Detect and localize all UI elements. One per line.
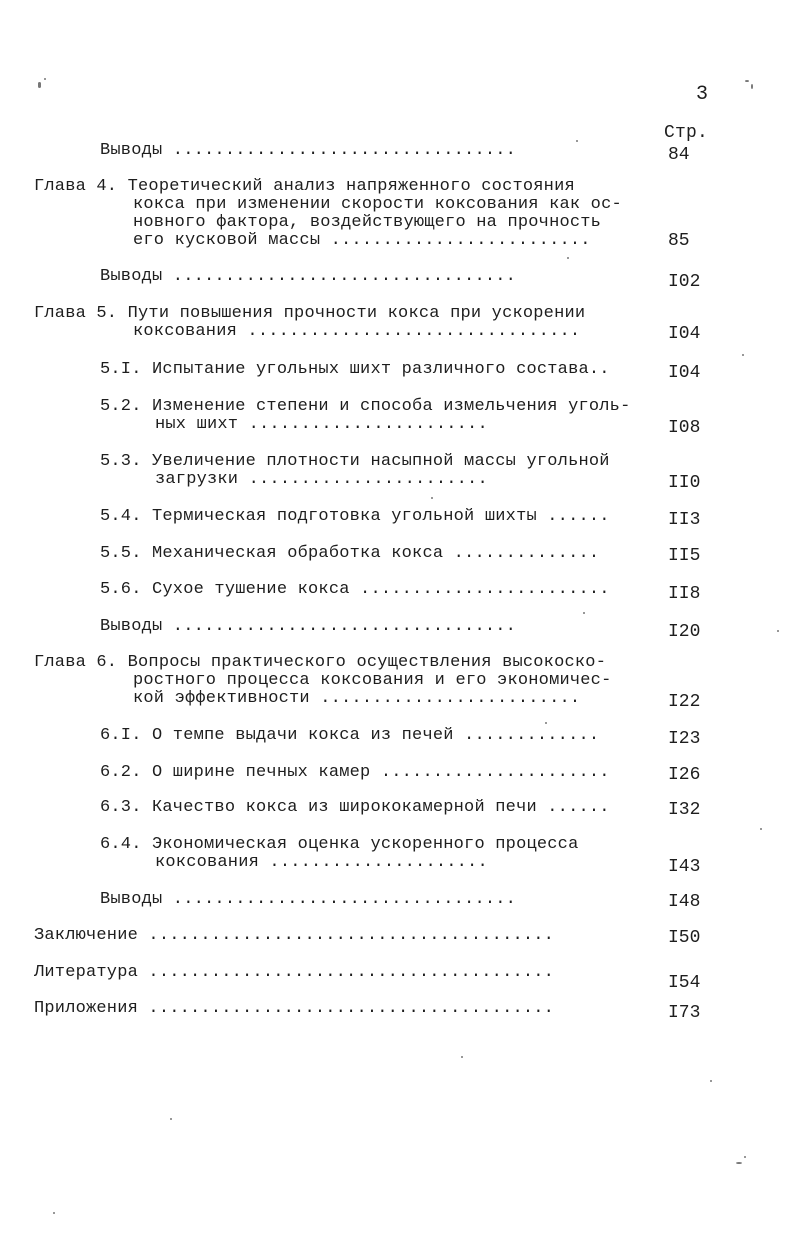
- toc-entry-line: коксования .....................: [155, 853, 488, 872]
- toc-entry-line: Приложения .......................................: [34, 999, 555, 1018]
- toc-entry-page: 85: [668, 231, 690, 251]
- toc-entry-line: кокса при изменении скорости коксования как ос-: [133, 195, 622, 214]
- toc-entry-line: Глава 4. Теоретический анализ напряженного состояния: [34, 177, 575, 196]
- toc-entry-line: новного фактора, воздействующего на прочность: [133, 213, 602, 232]
- toc-entry-line: Литература .......................................: [34, 963, 555, 982]
- toc-entry-line: ростного процесса коксования и его экономичес-: [133, 671, 612, 690]
- toc-entry-line: 5.2. Изменение степени и способа измельчения уголь-: [100, 397, 631, 416]
- toc-entry-line: 6.2. О ширине печных камер ......................: [100, 763, 610, 782]
- toc-entry-line: 6.4. Экономическая оценка ускоренного процесса: [100, 835, 579, 854]
- toc-entry-line: Выводы .................................: [100, 141, 517, 160]
- toc-entry-line: Выводы .................................: [100, 617, 517, 636]
- toc-entry-page: 84: [668, 145, 690, 165]
- toc-entry-line: его кусковой массы .........................: [133, 231, 591, 250]
- toc-entry-page: I23: [668, 729, 701, 749]
- toc-entry-line: Глава 6. Вопросы практического осуществления высокоско-: [34, 653, 607, 672]
- toc-entry-line: 5.5. Механическая обработка кокса ..............: [100, 544, 600, 563]
- page-number: 3: [696, 83, 709, 106]
- toc-entry-line: загрузки .......................: [155, 470, 488, 489]
- toc-entry-page: I02: [668, 272, 701, 292]
- toc-entry-page: I43: [668, 857, 701, 877]
- toc-entry-line: Выводы .................................: [100, 890, 517, 909]
- toc-entry-page: I04: [668, 363, 701, 383]
- toc-entry-line: 5.3. Увеличение плотности насыпной массы угольной: [100, 452, 610, 471]
- toc-entry-page: II0: [668, 473, 701, 493]
- toc-entry-line: 5.4. Термическая подготовка угольной шихты ......: [100, 507, 610, 526]
- toc-entry-page: I73: [668, 1003, 701, 1023]
- toc-entry-line: кой эффективности .........................: [133, 689, 581, 708]
- toc-entry-page: I04: [668, 324, 701, 344]
- toc-entry-line: Выводы .................................: [100, 267, 517, 286]
- toc-entry-line: ных шихт .......................: [155, 415, 488, 434]
- toc-entry-page: I50: [668, 928, 701, 948]
- toc-entry-page: I20: [668, 622, 701, 642]
- toc-entry-line: коксования ................................: [133, 322, 581, 341]
- toc-entry-line: Глава 5. Пути повышения прочности кокса при ускорении: [34, 304, 586, 323]
- toc-entry-page: II5: [668, 546, 701, 566]
- toc-entry-line: 6.I. О темпе выдачи кокса из печей .............: [100, 726, 600, 745]
- toc-entry-page: I54: [668, 973, 701, 993]
- toc-entry-line: 5.6. Сухое тушение кокса ........................: [100, 580, 610, 599]
- toc-entry-page: I22: [668, 692, 701, 712]
- toc-entry-page: II3: [668, 510, 701, 530]
- page-column-header: Стр.: [664, 123, 709, 143]
- toc-entry-page: II8: [668, 584, 701, 604]
- toc-entry-page: I26: [668, 765, 701, 785]
- toc-entry-page: I08: [668, 418, 701, 438]
- toc-entry-line: 6.3. Качество кокса из ширококамерной печи ......: [100, 798, 610, 817]
- toc-entry-line: 5.I. Испытание угольных шихт различного состава..: [100, 360, 610, 379]
- toc-entry-page: I32: [668, 800, 701, 820]
- toc-entry-page: I48: [668, 892, 701, 912]
- toc-entry-line: Заключение .......................................: [34, 926, 555, 945]
